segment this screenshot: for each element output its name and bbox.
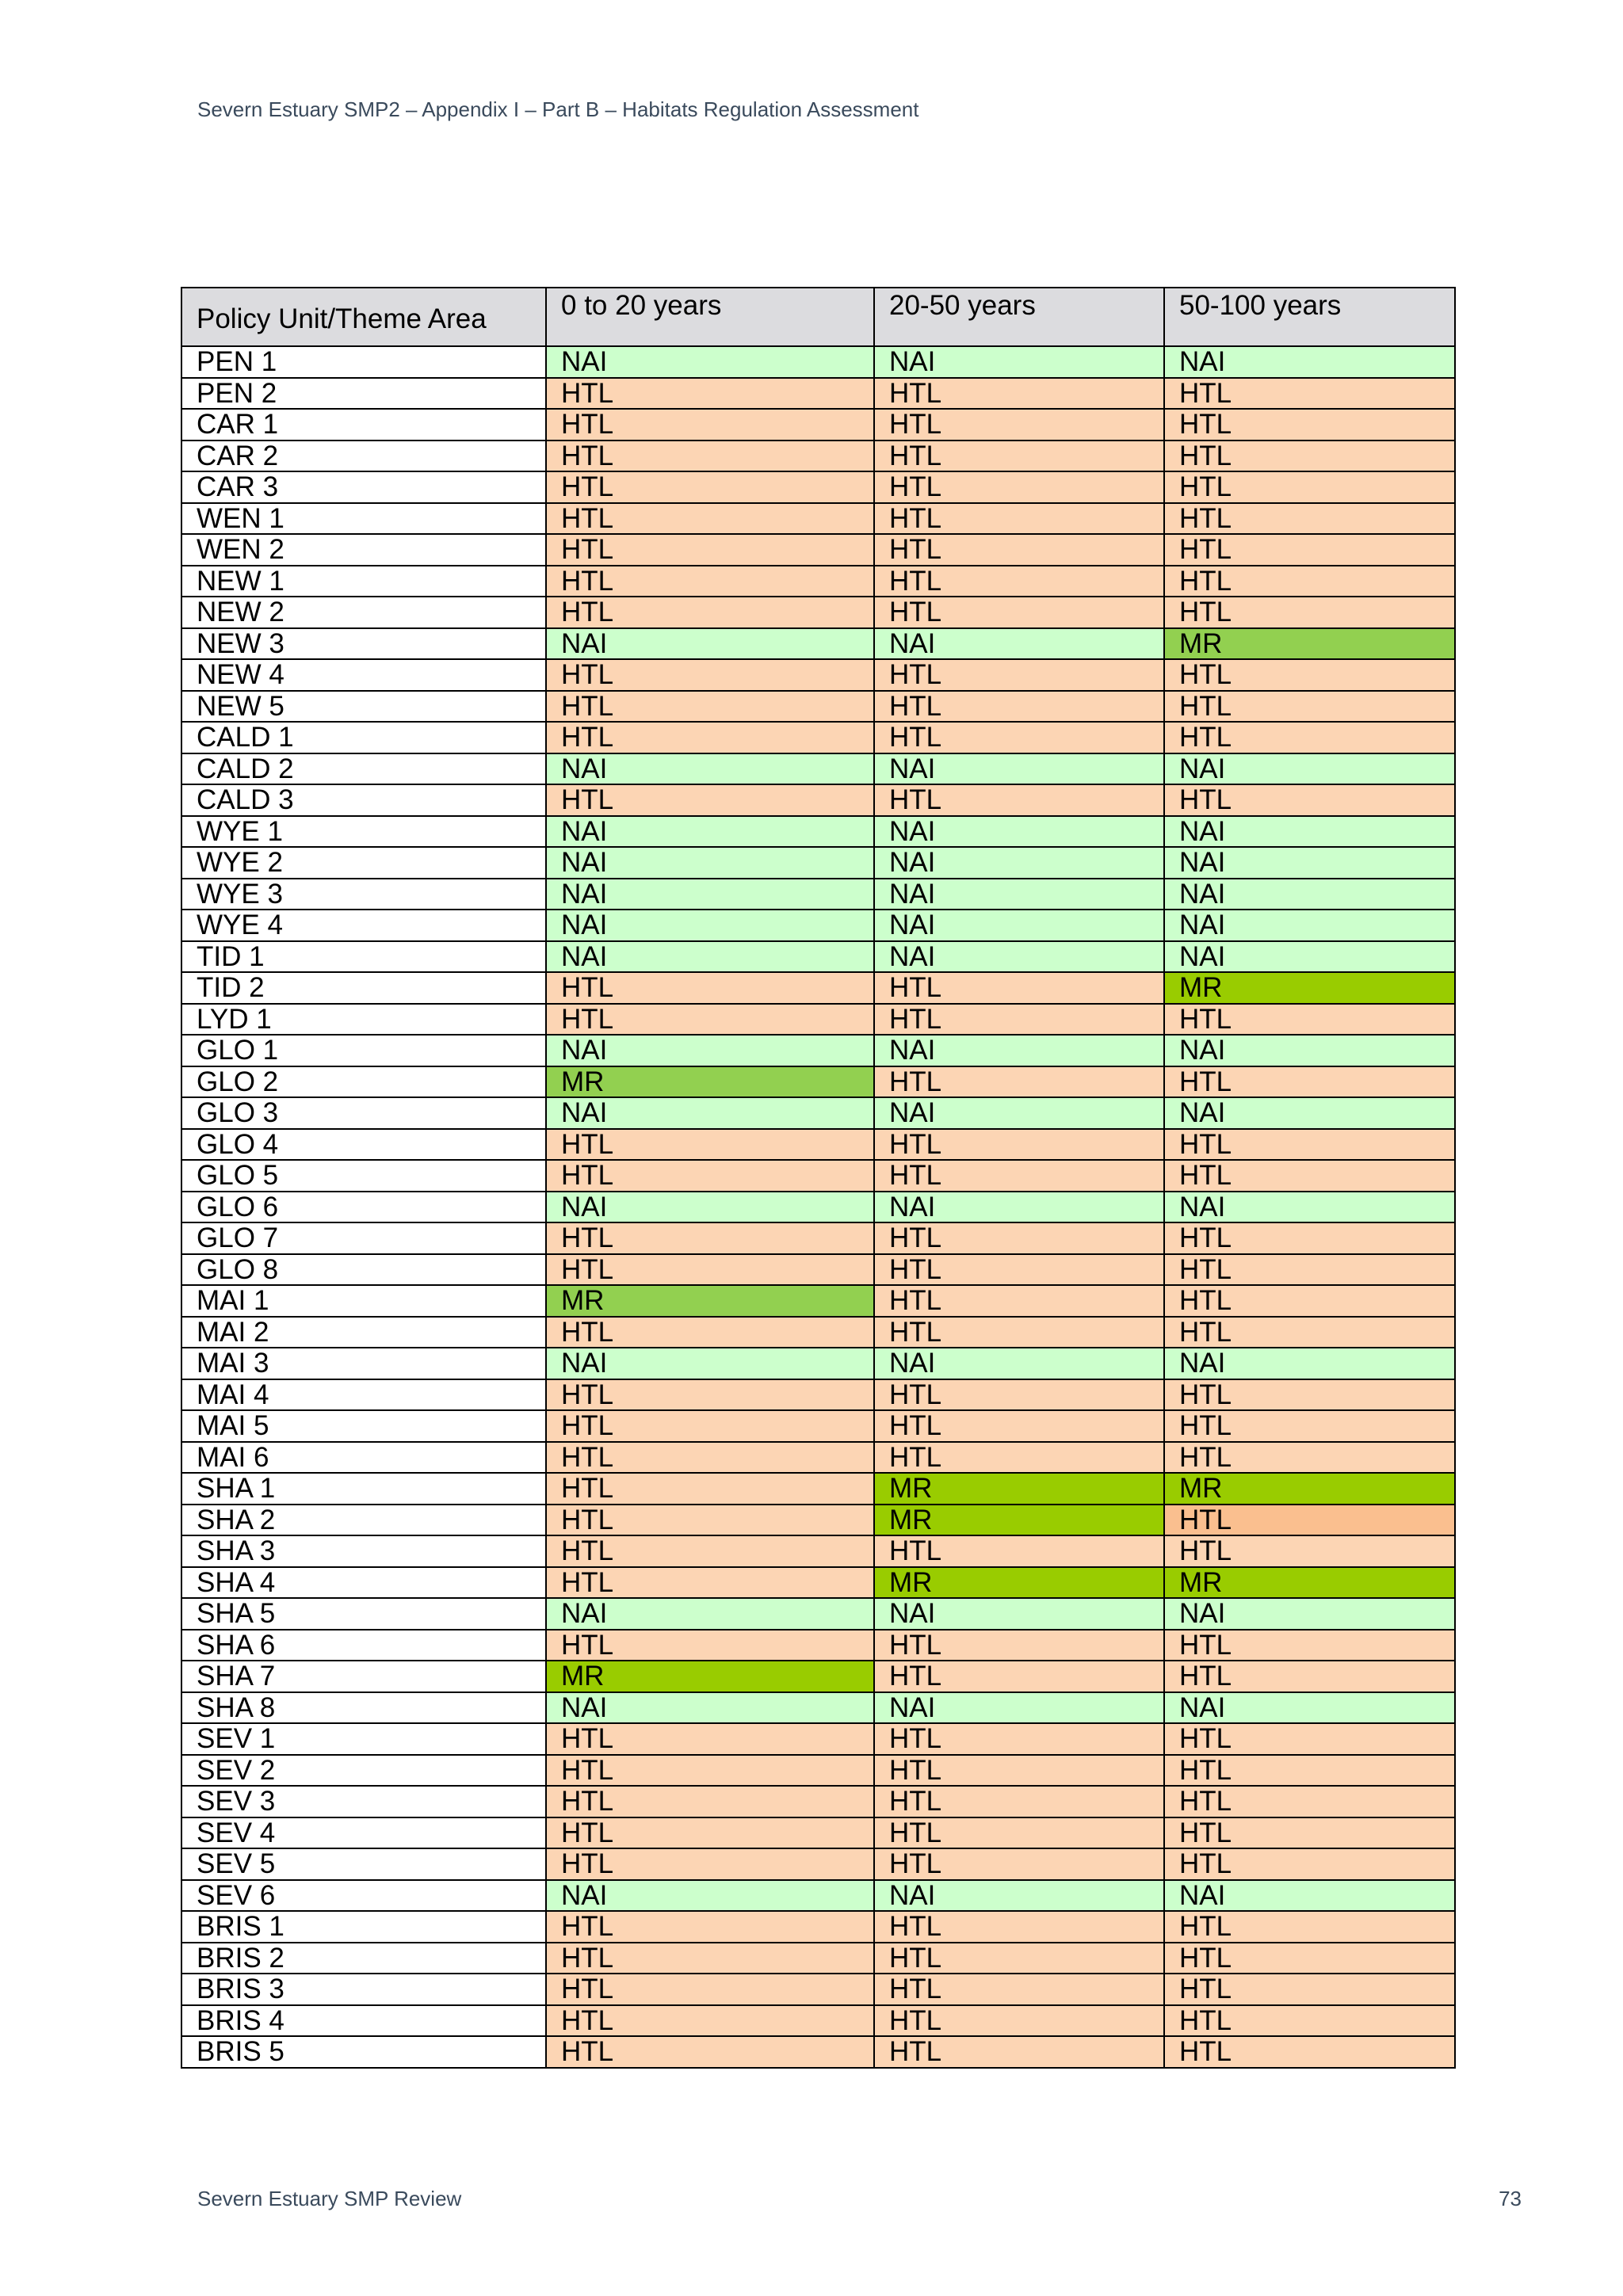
table-row bbox=[181, 471, 1455, 503]
policy-cell-50-100: HTL bbox=[1164, 1410, 1455, 1442]
table-row bbox=[181, 784, 1455, 816]
policy-unit-cell: SHA 8 bbox=[181, 1692, 546, 1724]
table-row bbox=[181, 910, 1455, 941]
policy-cell-50-100: HTL bbox=[1164, 1723, 1455, 1755]
column-header-policy-unit: Policy Unit/Theme Area bbox=[181, 288, 546, 346]
policy-cell-20-50: HTL bbox=[874, 2005, 1164, 2037]
policy-cell-0-20: HTL bbox=[546, 1160, 874, 1192]
table-row bbox=[181, 1505, 1455, 1536]
policy-cell-50-100: HTL bbox=[1164, 1160, 1455, 1192]
table-row bbox=[181, 1160, 1455, 1192]
table-row bbox=[181, 1817, 1455, 1849]
policy-cell-0-20: HTL bbox=[546, 1129, 874, 1161]
policy-cell-20-50: NAI bbox=[874, 1348, 1164, 1379]
table-row bbox=[181, 1692, 1455, 1724]
policy-cell-20-50: NAI bbox=[874, 1035, 1164, 1066]
table-row bbox=[181, 659, 1455, 691]
policy-unit-cell: SHA 3 bbox=[181, 1535, 546, 1567]
policy-cell-50-100: NAI bbox=[1164, 1692, 1455, 1724]
policy-cell-20-50: HTL bbox=[874, 2036, 1164, 2068]
policy-cell-20-50: HTL bbox=[874, 1943, 1164, 1974]
policy-cell-0-20: HTL bbox=[546, 2005, 874, 2037]
policy-cell-0-20: NAI bbox=[546, 1035, 874, 1066]
policy-cell-50-100: HTL bbox=[1164, 1505, 1455, 1536]
policy-cell-0-20: HTL bbox=[546, 1755, 874, 1787]
table-row bbox=[181, 1974, 1455, 2005]
table-row bbox=[181, 879, 1455, 910]
policy-cell-20-50: HTL bbox=[874, 659, 1164, 691]
policy-cell-0-20: HTL bbox=[546, 1848, 874, 1880]
policy-cell-50-100: HTL bbox=[1164, 378, 1455, 410]
table-row bbox=[181, 441, 1455, 472]
policy-cell-20-50: HTL bbox=[874, 1222, 1164, 1254]
policy-unit-cell: SHA 4 bbox=[181, 1567, 546, 1599]
policy-cell-0-20: HTL bbox=[546, 1442, 874, 1474]
policy-cell-0-20: MR bbox=[546, 1066, 874, 1098]
policy-unit-cell: MAI 6 bbox=[181, 1442, 546, 1474]
policy-cell-0-20: HTL bbox=[546, 1911, 874, 1943]
policy-cell-20-50: HTL bbox=[874, 597, 1164, 628]
policy-unit-cell: GLO 5 bbox=[181, 1160, 546, 1192]
policy-unit-cell: SEV 2 bbox=[181, 1755, 546, 1787]
policy-cell-50-100: NAI bbox=[1164, 1598, 1455, 1630]
policy-cell-50-100: HTL bbox=[1164, 1535, 1455, 1567]
policy-cell-0-20: HTL bbox=[546, 409, 874, 441]
policy-cell-0-20: HTL bbox=[546, 1254, 874, 1286]
policy-cell-20-50: HTL bbox=[874, 722, 1164, 753]
table-row bbox=[181, 722, 1455, 753]
policy-cell-50-100: HTL bbox=[1164, 1786, 1455, 1817]
table-row bbox=[181, 597, 1455, 628]
policy-cell-50-100: HTL bbox=[1164, 409, 1455, 441]
table-row bbox=[181, 1004, 1455, 1035]
policy-cell-50-100: MR bbox=[1164, 628, 1455, 660]
policy-cell-0-20: MR bbox=[546, 1285, 874, 1317]
table-row bbox=[181, 1222, 1455, 1254]
policy-cell-0-20: NAI bbox=[546, 1692, 874, 1724]
policy-cell-0-20: HTL bbox=[546, 1535, 874, 1567]
policy-cell-20-50: NAI bbox=[874, 1598, 1164, 1630]
policy-cell-20-50: HTL bbox=[874, 1661, 1164, 1692]
policy-unit-cell: SEV 4 bbox=[181, 1817, 546, 1849]
policy-cell-20-50: HTL bbox=[874, 1723, 1164, 1755]
policy-cell-0-20: MR bbox=[546, 1661, 874, 1692]
table-row bbox=[181, 1129, 1455, 1161]
policy-unit-cell: MAI 2 bbox=[181, 1317, 546, 1348]
policy-cell-20-50: HTL bbox=[874, 1254, 1164, 1286]
policy-unit-cell: WYE 2 bbox=[181, 847, 546, 879]
policy-unit-cell: SHA 7 bbox=[181, 1661, 546, 1692]
policy-cell-20-50: NAI bbox=[874, 879, 1164, 910]
policy-cell-20-50: HTL bbox=[874, 1535, 1164, 1567]
policy-cell-20-50: HTL bbox=[874, 1379, 1164, 1411]
policy-unit-cell: MAI 5 bbox=[181, 1410, 546, 1442]
policy-cell-20-50: HTL bbox=[874, 1066, 1164, 1098]
policy-cell-0-20: HTL bbox=[546, 1786, 874, 1817]
table-row bbox=[181, 409, 1455, 441]
policy-cell-0-20: NAI bbox=[546, 346, 874, 378]
policy-cell-20-50: MR bbox=[874, 1567, 1164, 1599]
policy-cell-50-100: HTL bbox=[1164, 1755, 1455, 1787]
policy-unit-cell: BRIS 1 bbox=[181, 1911, 546, 1943]
policy-cell-50-100: HTL bbox=[1164, 659, 1455, 691]
table-row bbox=[181, 1473, 1455, 1505]
table-row bbox=[181, 1630, 1455, 1661]
policy-cell-20-50: HTL bbox=[874, 1630, 1164, 1661]
column-header-20-50-years: 20-50 years bbox=[874, 288, 1164, 346]
policy-cell-50-100: MR bbox=[1164, 1473, 1455, 1505]
policy-cell-20-50: MR bbox=[874, 1473, 1164, 1505]
policy-cell-0-20: NAI bbox=[546, 1880, 874, 1912]
policy-cell-50-100: HTL bbox=[1164, 1066, 1455, 1098]
table-row bbox=[181, 1410, 1455, 1442]
policy-unit-cell: MAI 1 bbox=[181, 1285, 546, 1317]
table-row bbox=[181, 346, 1455, 378]
table-row bbox=[181, 1348, 1455, 1379]
policy-unit-cell: PEN 2 bbox=[181, 378, 546, 410]
policy-cell-20-50: HTL bbox=[874, 1160, 1164, 1192]
policy-cell-50-100: HTL bbox=[1164, 1661, 1455, 1692]
policy-cell-0-20: HTL bbox=[546, 659, 874, 691]
policy-cell-50-100: HTL bbox=[1164, 722, 1455, 753]
policy-cell-0-20: HTL bbox=[546, 972, 874, 1004]
policy-cell-20-50: HTL bbox=[874, 441, 1164, 472]
policy-cell-50-100: HTL bbox=[1164, 1004, 1455, 1035]
policy-cell-20-50: HTL bbox=[874, 409, 1164, 441]
table-row bbox=[181, 1097, 1455, 1129]
policy-cell-50-100: NAI bbox=[1164, 847, 1455, 879]
policy-cell-50-100: HTL bbox=[1164, 597, 1455, 628]
policy-unit-cell: WYE 4 bbox=[181, 910, 546, 941]
policy-unit-cell: NEW 4 bbox=[181, 659, 546, 691]
policy-unit-cell: GLO 4 bbox=[181, 1129, 546, 1161]
table-row bbox=[181, 941, 1455, 973]
policy-unit-cell: BRIS 5 bbox=[181, 2036, 546, 2068]
header-row bbox=[181, 288, 1455, 346]
policy-cell-20-50: HTL bbox=[874, 691, 1164, 723]
policy-cell-20-50: HTL bbox=[874, 566, 1164, 597]
table-row bbox=[181, 691, 1455, 723]
policy-cell-0-20: NAI bbox=[546, 816, 874, 848]
policy-cell-20-50: NAI bbox=[874, 847, 1164, 879]
policy-unit-cell: GLO 7 bbox=[181, 1222, 546, 1254]
policy-cell-0-20: HTL bbox=[546, 784, 874, 816]
table-row bbox=[181, 1535, 1455, 1567]
table-row bbox=[181, 1066, 1455, 1098]
table-header bbox=[181, 288, 1455, 346]
policy-cell-0-20: NAI bbox=[546, 1348, 874, 1379]
policy-unit-cell: NEW 5 bbox=[181, 691, 546, 723]
policy-table bbox=[181, 287, 1456, 2069]
table-row bbox=[181, 1848, 1455, 1880]
policy-cell-20-50: HTL bbox=[874, 1848, 1164, 1880]
policy-cell-0-20: HTL bbox=[546, 566, 874, 597]
policy-cell-50-100: HTL bbox=[1164, 784, 1455, 816]
policy-cell-0-20: HTL bbox=[546, 1379, 874, 1411]
policy-cell-50-100: HTL bbox=[1164, 534, 1455, 566]
policy-cell-20-50: MR bbox=[874, 1505, 1164, 1536]
table-row bbox=[181, 1598, 1455, 1630]
policy-unit-cell: SHA 5 bbox=[181, 1598, 546, 1630]
policy-cell-50-100: NAI bbox=[1164, 753, 1455, 785]
policy-cell-0-20: HTL bbox=[546, 1410, 874, 1442]
policy-cell-50-100: HTL bbox=[1164, 2036, 1455, 2068]
policy-cell-50-100: NAI bbox=[1164, 910, 1455, 941]
policy-cell-0-20: HTL bbox=[546, 597, 874, 628]
policy-cell-20-50: HTL bbox=[874, 1817, 1164, 1849]
table-row bbox=[181, 1035, 1455, 1066]
policy-cell-0-20: NAI bbox=[546, 753, 874, 785]
policy-cell-50-100: HTL bbox=[1164, 1317, 1455, 1348]
policy-unit-cell: NEW 3 bbox=[181, 628, 546, 660]
policy-cell-20-50: HTL bbox=[874, 1755, 1164, 1787]
policy-unit-cell: TID 2 bbox=[181, 972, 546, 1004]
table-row bbox=[181, 503, 1455, 535]
policy-cell-0-20: HTL bbox=[546, 1004, 874, 1035]
policy-cell-50-100: HTL bbox=[1164, 1848, 1455, 1880]
policy-unit-cell: CAR 2 bbox=[181, 441, 546, 472]
policy-unit-cell: BRIS 4 bbox=[181, 2005, 546, 2037]
table-row bbox=[181, 753, 1455, 785]
policy-cell-0-20: HTL bbox=[546, 1974, 874, 2005]
policy-unit-cell: GLO 8 bbox=[181, 1254, 546, 1286]
policy-unit-cell: CALD 2 bbox=[181, 753, 546, 785]
policy-cell-50-100: NAI bbox=[1164, 1880, 1455, 1912]
policy-cell-0-20: NAI bbox=[546, 941, 874, 973]
policy-cell-0-20: HTL bbox=[546, 1317, 874, 1348]
table-row bbox=[181, 1567, 1455, 1599]
policy-cell-20-50: HTL bbox=[874, 1004, 1164, 1035]
table-row bbox=[181, 628, 1455, 660]
policy-cell-20-50: NAI bbox=[874, 753, 1164, 785]
policy-cell-0-20: HTL bbox=[546, 1630, 874, 1661]
policy-cell-0-20: HTL bbox=[546, 1505, 874, 1536]
policy-unit-cell: WYE 1 bbox=[181, 816, 546, 848]
policy-cell-0-20: NAI bbox=[546, 628, 874, 660]
policy-cell-20-50: HTL bbox=[874, 1442, 1164, 1474]
policy-cell-50-100: HTL bbox=[1164, 1379, 1455, 1411]
policy-cell-20-50: NAI bbox=[874, 1192, 1164, 1223]
policy-unit-cell: SEV 1 bbox=[181, 1723, 546, 1755]
table-body bbox=[181, 346, 1455, 2068]
policy-cell-50-100: HTL bbox=[1164, 1817, 1455, 1849]
policy-cell-50-100: HTL bbox=[1164, 1943, 1455, 1974]
policy-unit-cell: WEN 2 bbox=[181, 534, 546, 566]
policy-cell-50-100: NAI bbox=[1164, 346, 1455, 378]
table-row bbox=[181, 1880, 1455, 1912]
policy-cell-0-20: NAI bbox=[546, 1097, 874, 1129]
policy-cell-0-20: HTL bbox=[546, 378, 874, 410]
policy-unit-cell: SHA 6 bbox=[181, 1630, 546, 1661]
policy-cell-20-50: NAI bbox=[874, 346, 1164, 378]
column-header-0-20-years: 0 to 20 years bbox=[546, 288, 874, 346]
policy-unit-cell: GLO 2 bbox=[181, 1066, 546, 1098]
policy-cell-0-20: HTL bbox=[546, 471, 874, 503]
policy-cell-50-100: HTL bbox=[1164, 503, 1455, 535]
policy-unit-cell: WYE 3 bbox=[181, 879, 546, 910]
table-row bbox=[181, 1379, 1455, 1411]
policy-cell-0-20: NAI bbox=[546, 910, 874, 941]
page-header: Severn Estuary SMP2 – Appendix I – Part B – Habitats Regulation Assessment bbox=[197, 97, 919, 121]
policy-cell-20-50: HTL bbox=[874, 1285, 1164, 1317]
policy-cell-20-50: HTL bbox=[874, 1317, 1164, 1348]
policy-unit-cell: CAR 3 bbox=[181, 471, 546, 503]
policy-unit-cell: PEN 1 bbox=[181, 346, 546, 378]
policy-cell-0-20: NAI bbox=[546, 1192, 874, 1223]
table-row bbox=[181, 1755, 1455, 1787]
table-row bbox=[181, 816, 1455, 848]
policy-cell-0-20: NAI bbox=[546, 1598, 874, 1630]
policy-unit-cell: GLO 6 bbox=[181, 1192, 546, 1223]
table-row bbox=[181, 1317, 1455, 1348]
page-footer: Severn Estuary SMP Review bbox=[197, 2187, 462, 2210]
table-row bbox=[181, 2005, 1455, 2037]
policy-cell-50-100: HTL bbox=[1164, 2005, 1455, 2037]
policy-cell-50-100: NAI bbox=[1164, 1192, 1455, 1223]
policy-cell-0-20: HTL bbox=[546, 691, 874, 723]
table-row bbox=[181, 1442, 1455, 1474]
table-row bbox=[181, 1192, 1455, 1223]
policy-cell-20-50: NAI bbox=[874, 628, 1164, 660]
policy-cell-20-50: HTL bbox=[874, 972, 1164, 1004]
table-row bbox=[181, 1786, 1455, 1817]
policy-cell-20-50: NAI bbox=[874, 816, 1164, 848]
policy-unit-cell: NEW 1 bbox=[181, 566, 546, 597]
table-row bbox=[181, 1723, 1455, 1755]
policy-cell-0-20: HTL bbox=[546, 534, 874, 566]
policy-cell-50-100: HTL bbox=[1164, 1911, 1455, 1943]
policy-cell-50-100: MR bbox=[1164, 972, 1455, 1004]
table-row bbox=[181, 1943, 1455, 1974]
policy-cell-20-50: HTL bbox=[874, 1129, 1164, 1161]
policy-unit-cell: LYD 1 bbox=[181, 1004, 546, 1035]
policy-cell-0-20: HTL bbox=[546, 441, 874, 472]
policy-cell-20-50: HTL bbox=[874, 378, 1164, 410]
page-number: 73 bbox=[1499, 2187, 1522, 2210]
policy-unit-cell: CALD 3 bbox=[181, 784, 546, 816]
policy-unit-cell: CALD 1 bbox=[181, 722, 546, 753]
policy-cell-0-20: HTL bbox=[546, 503, 874, 535]
policy-cell-50-100: HTL bbox=[1164, 1630, 1455, 1661]
policy-cell-20-50: HTL bbox=[874, 1911, 1164, 1943]
policy-cell-20-50: HTL bbox=[874, 534, 1164, 566]
policy-cell-50-100: NAI bbox=[1164, 941, 1455, 973]
policy-cell-20-50: NAI bbox=[874, 1097, 1164, 1129]
policy-cell-0-20: NAI bbox=[546, 879, 874, 910]
policy-unit-cell: SEV 3 bbox=[181, 1786, 546, 1817]
policy-cell-50-100: HTL bbox=[1164, 1129, 1455, 1161]
policy-cell-50-100: NAI bbox=[1164, 1348, 1455, 1379]
policy-cell-20-50: NAI bbox=[874, 941, 1164, 973]
table-row bbox=[181, 1254, 1455, 1286]
policy-cell-50-100: HTL bbox=[1164, 1974, 1455, 2005]
policy-unit-cell: MAI 4 bbox=[181, 1379, 546, 1411]
policy-unit-cell: TID 1 bbox=[181, 941, 546, 973]
table-row bbox=[181, 566, 1455, 597]
policy-unit-cell: NEW 2 bbox=[181, 597, 546, 628]
policy-cell-50-100: MR bbox=[1164, 1567, 1455, 1599]
policy-cell-20-50: HTL bbox=[874, 471, 1164, 503]
policy-cell-50-100: HTL bbox=[1164, 1254, 1455, 1286]
table-row bbox=[181, 1911, 1455, 1943]
policy-cell-0-20: HTL bbox=[546, 1473, 874, 1505]
policy-unit-cell: BRIS 3 bbox=[181, 1974, 546, 2005]
policy-cell-0-20: HTL bbox=[546, 722, 874, 753]
table-row bbox=[181, 378, 1455, 410]
policy-cell-0-20: HTL bbox=[546, 1567, 874, 1599]
policy-unit-cell: SHA 2 bbox=[181, 1505, 546, 1536]
policy-cell-50-100: NAI bbox=[1164, 816, 1455, 848]
policy-cell-50-100: HTL bbox=[1164, 691, 1455, 723]
policy-cell-0-20: HTL bbox=[546, 1943, 874, 1974]
policy-cell-50-100: HTL bbox=[1164, 1442, 1455, 1474]
policy-unit-cell: SEV 5 bbox=[181, 1848, 546, 1880]
policy-cell-20-50: HTL bbox=[874, 1410, 1164, 1442]
table-row bbox=[181, 972, 1455, 1004]
policy-cell-0-20: HTL bbox=[546, 1723, 874, 1755]
policy-cell-0-20: HTL bbox=[546, 1817, 874, 1849]
policy-unit-cell: BRIS 2 bbox=[181, 1943, 546, 1974]
policy-cell-20-50: NAI bbox=[874, 910, 1164, 941]
policy-cell-50-100: HTL bbox=[1164, 566, 1455, 597]
policy-unit-cell: SEV 6 bbox=[181, 1880, 546, 1912]
policy-cell-0-20: HTL bbox=[546, 2036, 874, 2068]
policy-unit-cell: MAI 3 bbox=[181, 1348, 546, 1379]
policy-cell-50-100: NAI bbox=[1164, 1035, 1455, 1066]
policy-cell-50-100: NAI bbox=[1164, 1097, 1455, 1129]
table-row bbox=[181, 2036, 1455, 2068]
table-row bbox=[181, 847, 1455, 879]
policy-cell-50-100: HTL bbox=[1164, 1285, 1455, 1317]
policy-cell-50-100: HTL bbox=[1164, 471, 1455, 503]
policy-cell-50-100: HTL bbox=[1164, 1222, 1455, 1254]
table-row bbox=[181, 1661, 1455, 1692]
table-row bbox=[181, 534, 1455, 566]
policy-cell-20-50: NAI bbox=[874, 1692, 1164, 1724]
policy-unit-cell: GLO 3 bbox=[181, 1097, 546, 1129]
policy-cell-0-20: NAI bbox=[546, 847, 874, 879]
column-header-50-100-years: 50-100 years bbox=[1164, 288, 1455, 346]
table-row bbox=[181, 1285, 1455, 1317]
policy-cell-0-20: HTL bbox=[546, 1222, 874, 1254]
policy-unit-cell: GLO 1 bbox=[181, 1035, 546, 1066]
policy-cell-20-50: NAI bbox=[874, 1880, 1164, 1912]
policy-unit-cell: WEN 1 bbox=[181, 503, 546, 535]
policy-unit-cell: CAR 1 bbox=[181, 409, 546, 441]
policy-cell-50-100: HTL bbox=[1164, 441, 1455, 472]
policy-cell-20-50: HTL bbox=[874, 784, 1164, 816]
policy-cell-50-100: NAI bbox=[1164, 879, 1455, 910]
policy-unit-cell: SHA 1 bbox=[181, 1473, 546, 1505]
policy-cell-20-50: HTL bbox=[874, 1974, 1164, 2005]
policy-cell-20-50: HTL bbox=[874, 1786, 1164, 1817]
policy-cell-20-50: HTL bbox=[874, 503, 1164, 535]
